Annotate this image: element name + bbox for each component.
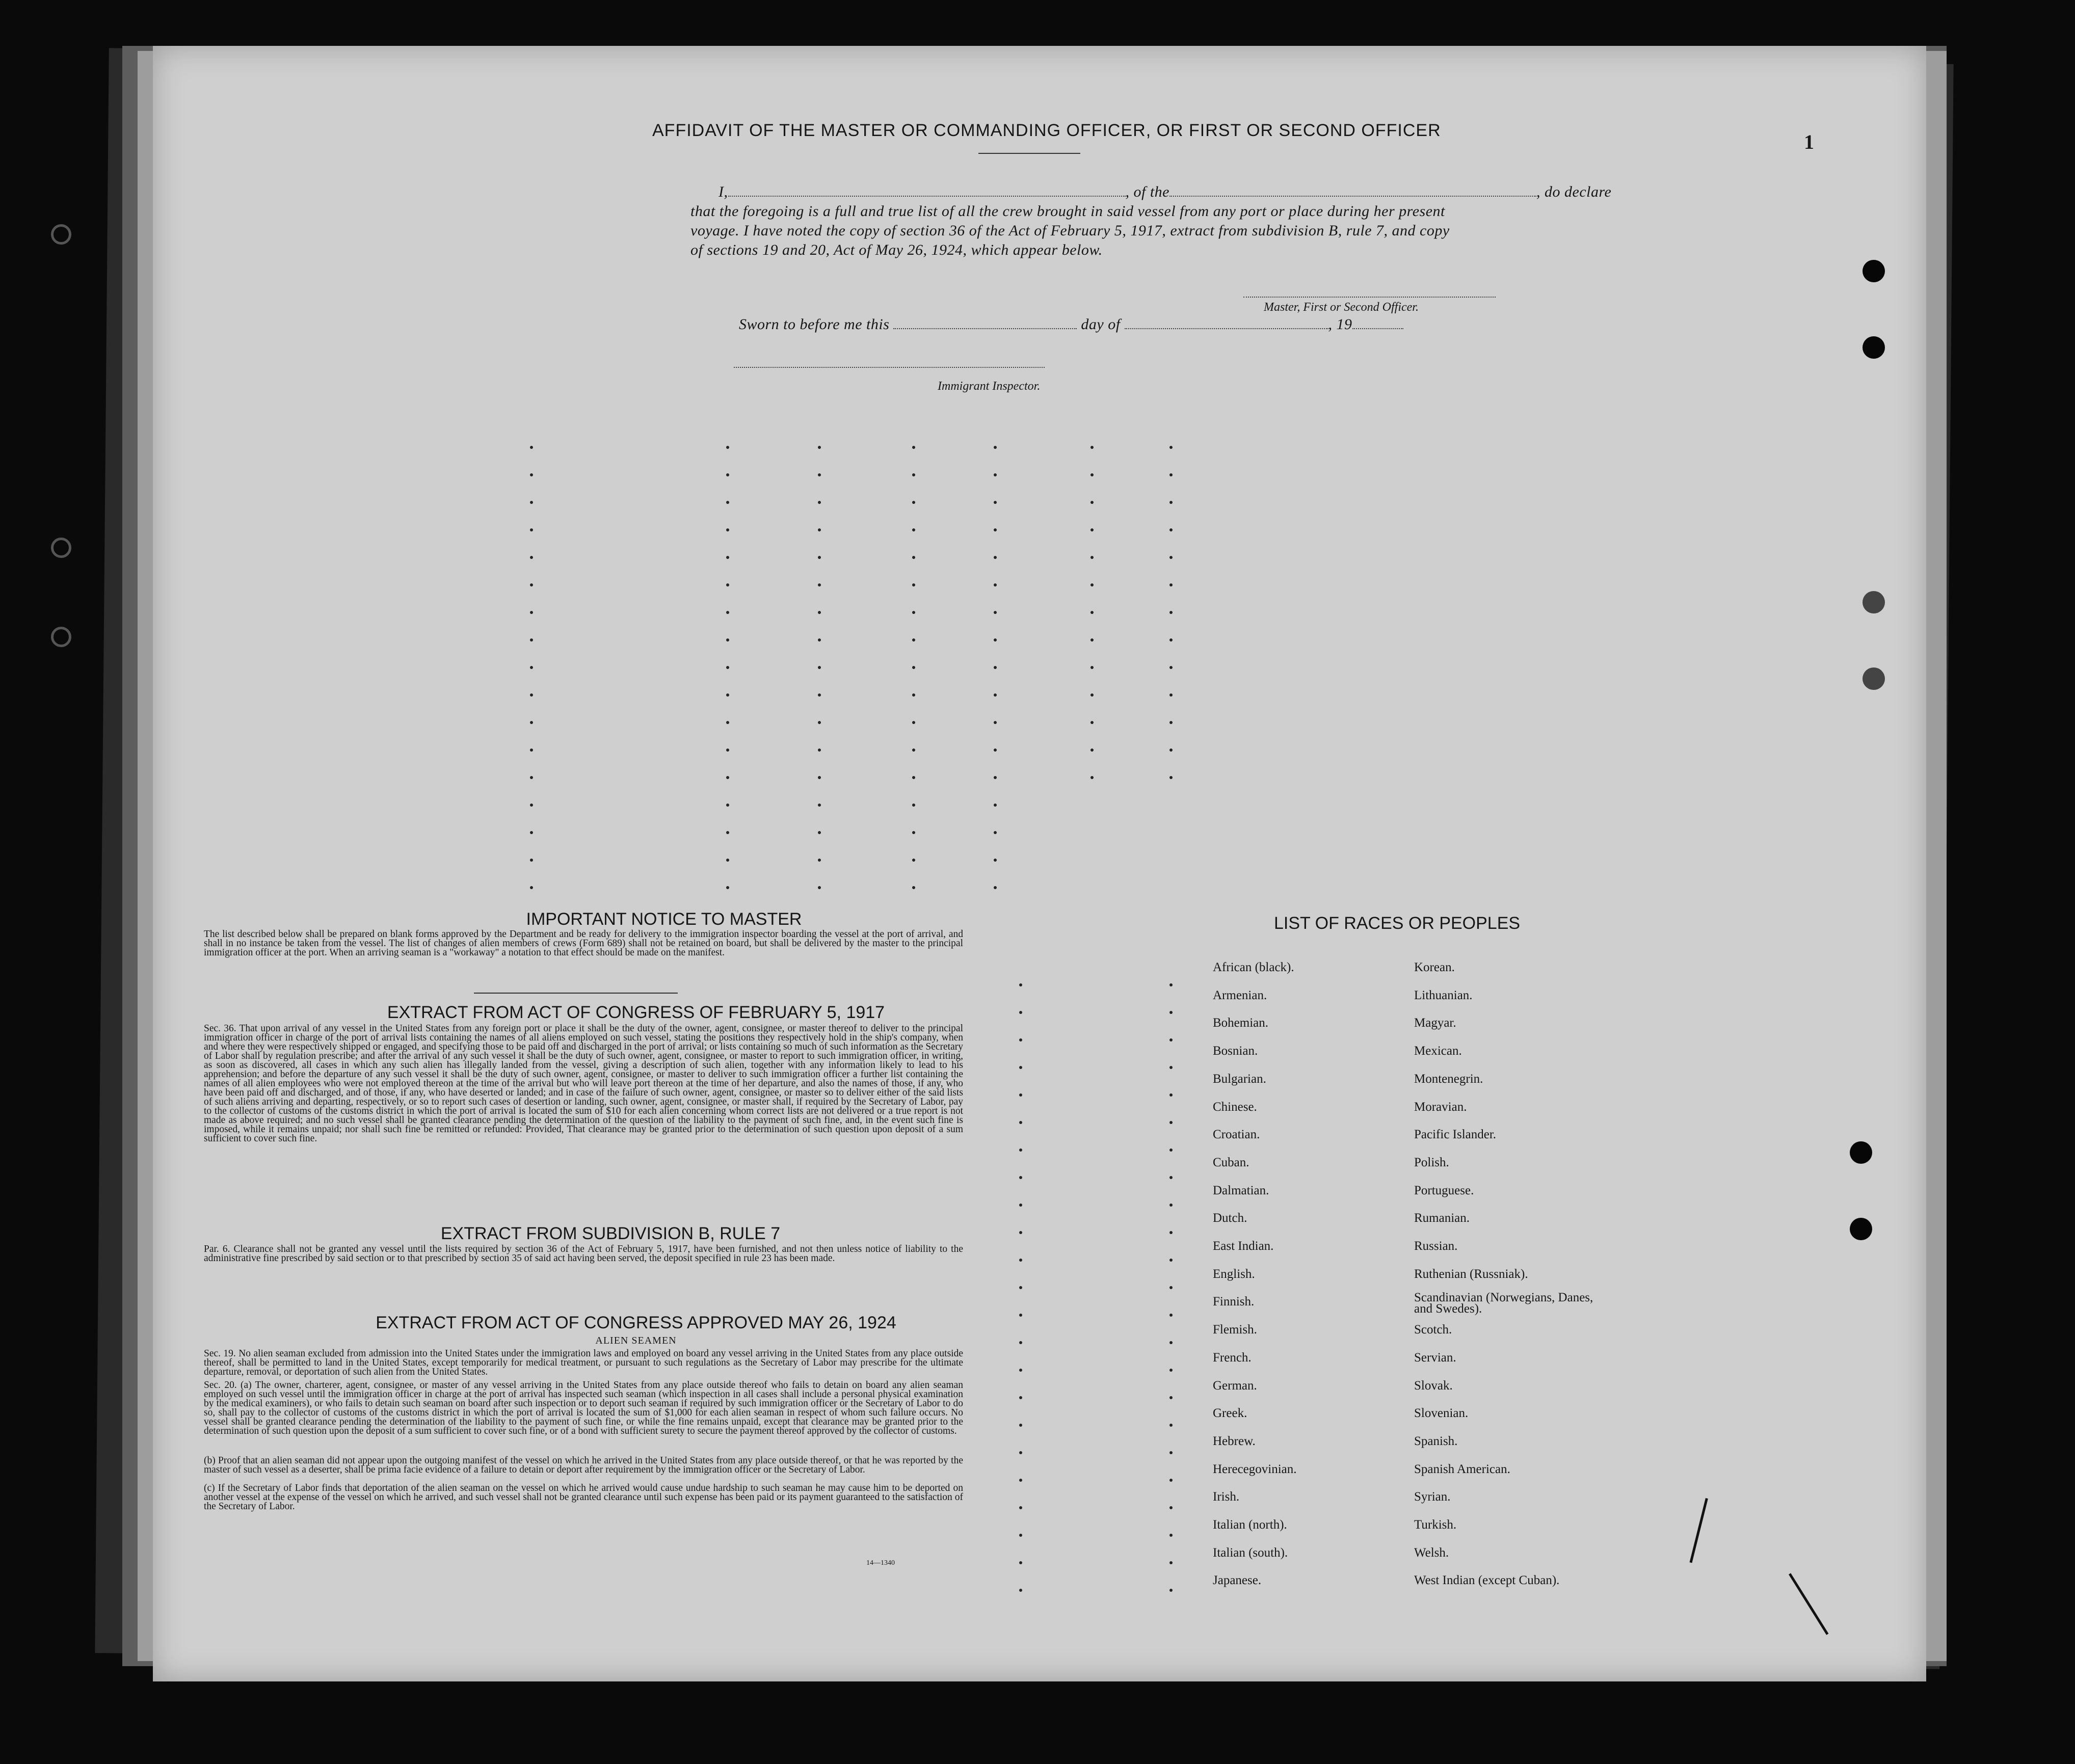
dot-leader [994, 749, 997, 752]
binder-hole [1863, 667, 1885, 690]
race-item: Finnish. [1213, 1295, 1255, 1309]
dot-leader [1169, 1204, 1173, 1207]
dot-leader [818, 556, 821, 559]
dot-leader [1169, 1231, 1173, 1234]
dot-leader [818, 501, 821, 504]
dot-leader [994, 859, 997, 862]
dot-leader [1019, 1231, 1022, 1234]
dot-leader [1169, 1011, 1173, 1014]
dot-leader [726, 804, 729, 807]
dot-leader [1169, 1259, 1173, 1262]
dot-leader [912, 804, 915, 807]
year-text: , 19 [1328, 316, 1352, 333]
dot-leader [818, 473, 821, 476]
dot-leader [1090, 611, 1094, 614]
race-item: Lithuanian. [1414, 988, 1473, 1002]
dot-leader [1090, 473, 1094, 476]
dot-leader [1090, 693, 1094, 697]
dot-leader [1169, 1176, 1173, 1179]
alien-seamen-subtitle: ALIEN SEAMEN [595, 1335, 677, 1346]
affidavit-line-4: of sections 19 and 20, Act of May 26, 1924, which appear below. [690, 242, 1103, 258]
race-item: West Indian (except Cuban). [1414, 1573, 1560, 1588]
dot-leader [912, 501, 915, 504]
dot-leader [1169, 583, 1173, 586]
race-item: Mexican. [1414, 1044, 1462, 1058]
race-item: Cuban. [1213, 1155, 1249, 1169]
dot-leader [1019, 1589, 1022, 1592]
race-item: Irish. [1213, 1490, 1240, 1504]
dot-leader [1090, 749, 1094, 752]
dot-leader [726, 501, 729, 504]
race-item: Polish. [1414, 1155, 1449, 1169]
dot-leader [1169, 721, 1173, 724]
dot-leader [1019, 983, 1022, 986]
dot-leader [994, 473, 997, 476]
race-item: Dalmatian. [1213, 1183, 1269, 1197]
race-item: French. [1213, 1350, 1252, 1365]
dot-leader [912, 611, 915, 614]
notice-title: IMPORTANT NOTICE TO MASTER [526, 910, 802, 929]
dot-leader [530, 556, 533, 559]
divider [474, 993, 678, 994]
inspector-label: Immigrant Inspector. [938, 380, 1041, 393]
dot-leader [818, 859, 821, 862]
dot-leader [726, 776, 729, 779]
race-item: German. [1213, 1378, 1257, 1393]
dot-leader [1169, 1534, 1173, 1537]
signature-line [1243, 297, 1496, 298]
dot-leader [1019, 1561, 1022, 1564]
dot-leader [530, 446, 533, 449]
dot-leader [818, 749, 821, 752]
dot-leader [726, 473, 729, 476]
dot-leader [1169, 1066, 1173, 1069]
race-item: Croatian. [1213, 1128, 1260, 1142]
dot-leader [912, 638, 915, 642]
dot-leader [1169, 1121, 1173, 1124]
affidavit-title: AFFIDAVIT OF THE MASTER OR COMMANDING OFFICER, OR FIRST OR SECOND OFFICER [652, 121, 1441, 140]
dot-leader [1169, 776, 1173, 779]
dot-leader [1169, 446, 1173, 449]
dot-leader [1019, 1479, 1022, 1482]
dot-leader [530, 721, 533, 724]
dot-leader [1019, 1066, 1022, 1069]
notice-body: The list described below shall be prepared on blank forms approved by the Department and be ready for delivery to the immigration inspector boarding the vessel at the port of arrival, and shall in no instance be taken from the vessel. The list of changes of alien members of crews (Form 689) shall not be retained on board, but shall be delivered by the master to the principal immigration officer at the port. When an arriving seaman is a "workaway" a notation to that effect should be made on the manifest. [204, 929, 963, 958]
dot-leader [912, 693, 915, 697]
dot-leader [530, 831, 533, 834]
dot-leader [1019, 1424, 1022, 1427]
dot-leader [726, 446, 729, 449]
form-number: 14—1340 [866, 1559, 895, 1567]
dot-leader [1019, 1176, 1022, 1179]
dot-leader [994, 446, 997, 449]
extract-1924-title: EXTRACT FROM ACT OF CONGRESS APPROVED MAY 26, 1924 [376, 1313, 896, 1332]
dot-leader [726, 638, 729, 642]
dot-leader [1169, 1396, 1173, 1399]
dot-leader [1169, 1451, 1173, 1454]
dot-leader [1090, 583, 1094, 586]
dot-leader [530, 859, 533, 862]
dot-leader [818, 776, 821, 779]
dot-leader [1090, 556, 1094, 559]
race-item: Magyar. [1414, 1016, 1456, 1030]
dot-leader [1019, 1369, 1022, 1372]
dot-leader [994, 804, 997, 807]
race-item: Moravian. [1414, 1100, 1467, 1114]
dot-leader [818, 638, 821, 642]
dot-leader [818, 804, 821, 807]
race-item: Spanish. [1414, 1434, 1458, 1448]
binder-hole [51, 538, 71, 558]
sec20c-body: (c) If the Secretary of Labor finds that deportation of the alien seaman on the vessel on which he arrived would cause undue hardship to such seaman he may cause him to be deported on another vessel at the expense of the vessel on which he arrived, and such vessel shall not be granted clearance until such expense has been paid or its payment guaranteed to the satisfaction of the Secretary of Labor. [204, 1483, 963, 1512]
race-item: Portuguese. [1414, 1183, 1474, 1197]
dot-leader [1019, 1259, 1022, 1262]
page-number: 1 [1804, 130, 1814, 153]
dot-leader [912, 528, 915, 531]
race-item: Flemish. [1213, 1323, 1257, 1337]
dot-leader [1019, 1148, 1022, 1152]
race-item: Bulgarian. [1213, 1072, 1266, 1086]
race-item: English. [1213, 1267, 1255, 1281]
race-item: Spanish American. [1414, 1462, 1510, 1476]
dot-leader [818, 721, 821, 724]
dot-leader [818, 831, 821, 834]
pen-mark [1690, 1498, 1708, 1563]
race-item: Italian (north). [1213, 1518, 1287, 1532]
dot-leader [1169, 1506, 1173, 1509]
dot-leader [912, 556, 915, 559]
race-item: Scandinavian (Norwegians, Danes, and Swedes). [1414, 1291, 1593, 1316]
dot-leader [1090, 776, 1094, 779]
dot-leader [530, 693, 533, 697]
dot-leader [1169, 611, 1173, 614]
dot-leader [530, 473, 533, 476]
race-item: Japanese. [1213, 1573, 1262, 1588]
dot-leader [994, 666, 997, 669]
dot-leader [994, 583, 997, 586]
extract-1917-title: EXTRACT FROM ACT OF CONGRESS OF FEBRUARY 5, 1917 [387, 1003, 885, 1022]
dot-leader [1019, 1451, 1022, 1454]
dot-leader [912, 776, 915, 779]
dot-leader [1169, 666, 1173, 669]
dot-leader [1019, 1534, 1022, 1537]
dot-leader [1169, 501, 1173, 504]
race-item: Turkish. [1414, 1518, 1457, 1532]
race-item: Chinese. [1213, 1100, 1257, 1114]
race-item: Herecegovinian. [1213, 1462, 1297, 1476]
dot-leader [994, 776, 997, 779]
affidavit-of-the: , of the [1125, 183, 1169, 200]
binder-hole [1850, 1141, 1872, 1164]
dot-leader [1019, 1341, 1022, 1344]
dot-leader [1169, 1424, 1173, 1427]
affidavit-line-1 [719, 183, 1611, 201]
dot-leader [1019, 1286, 1022, 1289]
dot-leader [1019, 1093, 1022, 1097]
dot-leader [1169, 1341, 1173, 1344]
dot-leader [530, 666, 533, 669]
dot-leader [530, 749, 533, 752]
race-item: African (black). [1213, 960, 1294, 974]
dot-leader [1019, 1204, 1022, 1207]
dot-leader [726, 831, 729, 834]
dot-leader [530, 611, 533, 614]
dot-leader [818, 528, 821, 531]
dot-leader [1019, 1506, 1022, 1509]
dot-leader [1169, 749, 1173, 752]
dot-leader [1169, 693, 1173, 697]
dot-leader [1090, 666, 1094, 669]
dot-leader [726, 583, 729, 586]
race-item: Syrian. [1414, 1490, 1451, 1504]
dot-leader [1169, 1369, 1173, 1372]
race-item: East Indian. [1213, 1239, 1274, 1253]
race-item: Slovenian. [1414, 1406, 1469, 1421]
dot-leader [726, 611, 729, 614]
dot-leader [1169, 1589, 1173, 1592]
sec20b-body: (b) Proof that an alien seaman did not appear upon the outgoing manifest of the vessel on which he arrived in the United States from any place outside thereof, or that he was reported by the master of such vessel as a deserter, shall be prima facie evidence of a failure to detain or deport after requirement by the immigration officer or the Secretary of Labor. [204, 1455, 963, 1475]
race-item: Dutch. [1213, 1211, 1247, 1225]
dot-leader [1169, 556, 1173, 559]
dot-leader [912, 831, 915, 834]
dot-leader [1169, 1314, 1173, 1317]
race-item: Scotch. [1414, 1323, 1452, 1337]
dot-leader [1169, 1093, 1173, 1097]
dot-leader [726, 859, 729, 862]
dot-leader [1090, 446, 1094, 449]
dot-leader [1169, 983, 1173, 986]
race-item: Armenian. [1213, 988, 1267, 1002]
dot-leader [818, 886, 821, 889]
dot-leader [912, 859, 915, 862]
binder-hole [1863, 336, 1885, 359]
dot-leader [726, 886, 729, 889]
dot-leader [530, 638, 533, 642]
dot-leader [530, 501, 533, 504]
binder-hole [1850, 1218, 1872, 1240]
binder-hole [1863, 591, 1885, 613]
dot-leader [912, 749, 915, 752]
dot-leader [726, 749, 729, 752]
dot-leader [1169, 528, 1173, 531]
dot-leader [530, 583, 533, 586]
rule7-title: EXTRACT FROM SUBDIVISION B, RULE 7 [440, 1224, 781, 1243]
affidavit-line-3: voyage. I have noted the copy of section 36 of the Act of February 5, 1917, extract from subdivision B, rule 7, and copy [690, 222, 1450, 239]
binder-hole [51, 627, 71, 647]
dot-leader [1019, 1314, 1022, 1317]
dot-leader [530, 528, 533, 531]
dot-leader [726, 666, 729, 669]
dot-leader [818, 446, 821, 449]
race-item: Greek. [1213, 1406, 1247, 1421]
affidavit-i: I, [719, 183, 728, 200]
dot-leader [530, 776, 533, 779]
dot-leader [1169, 1148, 1173, 1152]
pen-mark [1789, 1573, 1828, 1635]
race-item: Pacific Islander. [1414, 1128, 1497, 1142]
dot-leader [912, 473, 915, 476]
dot-leader [1090, 721, 1094, 724]
race-item: Hebrew. [1213, 1434, 1256, 1448]
extract-1917-body: Sec. 36. That upon arrival of any vessel in the United States from any foreign port or place it shall be the duty of the owner, agent, consignee, or master thereof to deliver to the principal immigration officer in charge of the port of arrival lists containing the names of all aliens employed on such vessel, stating the positions they respectively hold in the ship's company, when and where they were respectively shipped or engaged, and specifying those to be paid off and discharged in the port of arrival; or lists containing so much of such information as the Secretary of Labor shall by regulation prescribe; and after the arrival of any such vessel it shall be the duty of such owner, agent, consignee, or master to report to such immigration officer, in writing, as soon as discovered, all cases in which any such alien has illegally landed from the vessel, giving a description of such alien, together with any information likely to lead to his apprehension; and before the departure of any such vessel it shall be the duty of such owner, agent, consignee, or master to deliver to such immigration officer a further list containing the names of all alien employees who were not employed thereon at the time of the arrival but who will leave port thereon at the time of her departure, and also the names of those, if any, who have been paid off and discharged, and of those, if any, who have deserted or landed; and in case of the failure of such owner, agent, consignee, or master so to deliver either of the said lists of such aliens arriving and departing, respectively, or so to report such cases of desertion or landing, such owner, agent, consignee, or master shall, if required by the Secretary of Labor, pay to the collector of customs of the customs district in which the port of arrival is located the sum of $10 for each alien concerning whom correct lists are not delivered or a true report is not made as above required; and no such vessel shall be granted clearance pending the determination of the question of the liability to the payment of such fine, and, in the event such fine is imposed, while it remains unpaid; nor shall such fine be remitted or refunded: Provided, That clearance may be granted prior to the determination of such question upon deposit of a sum sufficient to cover such fine. [204, 1023, 963, 1144]
divider [978, 153, 1080, 154]
dot-leader [912, 446, 915, 449]
dot-leader [912, 583, 915, 586]
race-item: Montenegrin. [1414, 1072, 1483, 1086]
dot-leader [1019, 1011, 1022, 1014]
dot-leader [994, 501, 997, 504]
dot-leader [818, 693, 821, 697]
dot-leader [912, 666, 915, 669]
dot-leader [818, 611, 821, 614]
dot-leader [1019, 1396, 1022, 1399]
dot-leader [912, 721, 915, 724]
races-title: LIST OF RACES OR PEOPLES [1274, 914, 1521, 933]
binder-hole [1863, 260, 1885, 282]
dot-leader [994, 886, 997, 889]
rule7-body: Par. 6. Clearance shall not be granted any vessel until the lists required by section 36 of the Act of February 5, 1917, have been furnished, and not then unless notice of liability to the administrative fine prescribed by said section or to that prescribed by section 35 of said act having been served, the deposit specified in rule 23 has been made. [204, 1244, 963, 1264]
dot-leader [726, 528, 729, 531]
dot-leader [530, 886, 533, 889]
document-page [153, 46, 1926, 1681]
affidavit-line-2: that the foregoing is a full and true list of all the crew brought in said vessel from any port or place during her present [690, 203, 1445, 220]
binder-hole [51, 224, 71, 245]
dot-leader [818, 666, 821, 669]
race-item: Slovak. [1414, 1378, 1453, 1393]
dot-leader [994, 556, 997, 559]
race-item: Bohemian. [1213, 1016, 1269, 1030]
dot-leader [994, 638, 997, 642]
dot-leader [912, 886, 915, 889]
race-item: Bosnian. [1213, 1044, 1258, 1058]
dot-leader [994, 721, 997, 724]
dot-leader [530, 804, 533, 807]
signature-label: Master, First or Second Officer. [1264, 301, 1419, 314]
sworn-text: Sworn to before me this [739, 316, 890, 333]
dot-leader [1019, 1121, 1022, 1124]
sworn-line [739, 316, 1403, 333]
dot-leader [1090, 501, 1094, 504]
affidavit-do-declare: , do declare [1536, 183, 1612, 200]
race-item: Servian. [1414, 1350, 1456, 1365]
race-item: Welsh. [1414, 1545, 1449, 1560]
race-item: Italian (south). [1213, 1545, 1288, 1560]
dot-leader [1090, 528, 1094, 531]
dot-leader [818, 583, 821, 586]
dot-leader [994, 611, 997, 614]
dot-leader [1169, 1286, 1173, 1289]
dot-leader [1090, 638, 1094, 642]
sec20a-body: Sec. 20. (a) The owner, charterer, agent, consignee, or master of any vessel arriving in the United States from any place outside thereof who fails to detain on board any alien seaman employed on such vessel until the immigration officer in charge at the port of arrival has inspected such seaman (which inspection in all cases shall include a personal physical examination by the medical examiners), or who fails to detain such seaman on board after such inspection or to deport such seaman if required by such immigration officer or the Secretary of Labor to do so, shall pay to the collector of customs of the customs district in which the port of arrival is located the sum of $1,000 for each alien seaman in respect of whom such failure occurs. No vessel shall be granted clearance pending the determination of the liability to the payment of such fine, or while the fine remains unpaid, except that clearance may be granted prior to the determination of such question upon the deposit of a sum sufficient to cover such fine, or of a bond with sufficient surety to secure the payment thereof approved by the collector of customs. [204, 1380, 963, 1436]
dot-leader [994, 831, 997, 834]
dot-leader [1019, 1038, 1022, 1041]
day-of-text: day of [1081, 316, 1121, 333]
race-item: Korean. [1414, 960, 1455, 974]
dot-leader [1169, 1038, 1173, 1041]
race-item: Russian. [1414, 1239, 1458, 1253]
dot-leader [994, 528, 997, 531]
sec19-body: Sec. 19. No alien seaman excluded from admission into the United States under the immigration laws and employed on board any vessel arriving in the United States from any place outside thereof, shall be permitted to land in the United States, except temporarily for medical treatment, or pursuant to such regulations as the Secretary of Labor may prescribe for the ultimate departure, removal, or deportation of such alien from the United States. [204, 1348, 963, 1377]
dot-leader [1169, 638, 1173, 642]
dot-leader [994, 693, 997, 697]
dot-leader [726, 693, 729, 697]
race-item: Rumanian. [1414, 1211, 1470, 1225]
dot-leader [1169, 473, 1173, 476]
inspector-line [734, 367, 1045, 368]
dot-leader [1169, 1561, 1173, 1564]
dot-leader [726, 556, 729, 559]
dot-leader [726, 721, 729, 724]
race-item: Ruthenian (Russniak). [1414, 1267, 1528, 1281]
dot-leader [1169, 1479, 1173, 1482]
